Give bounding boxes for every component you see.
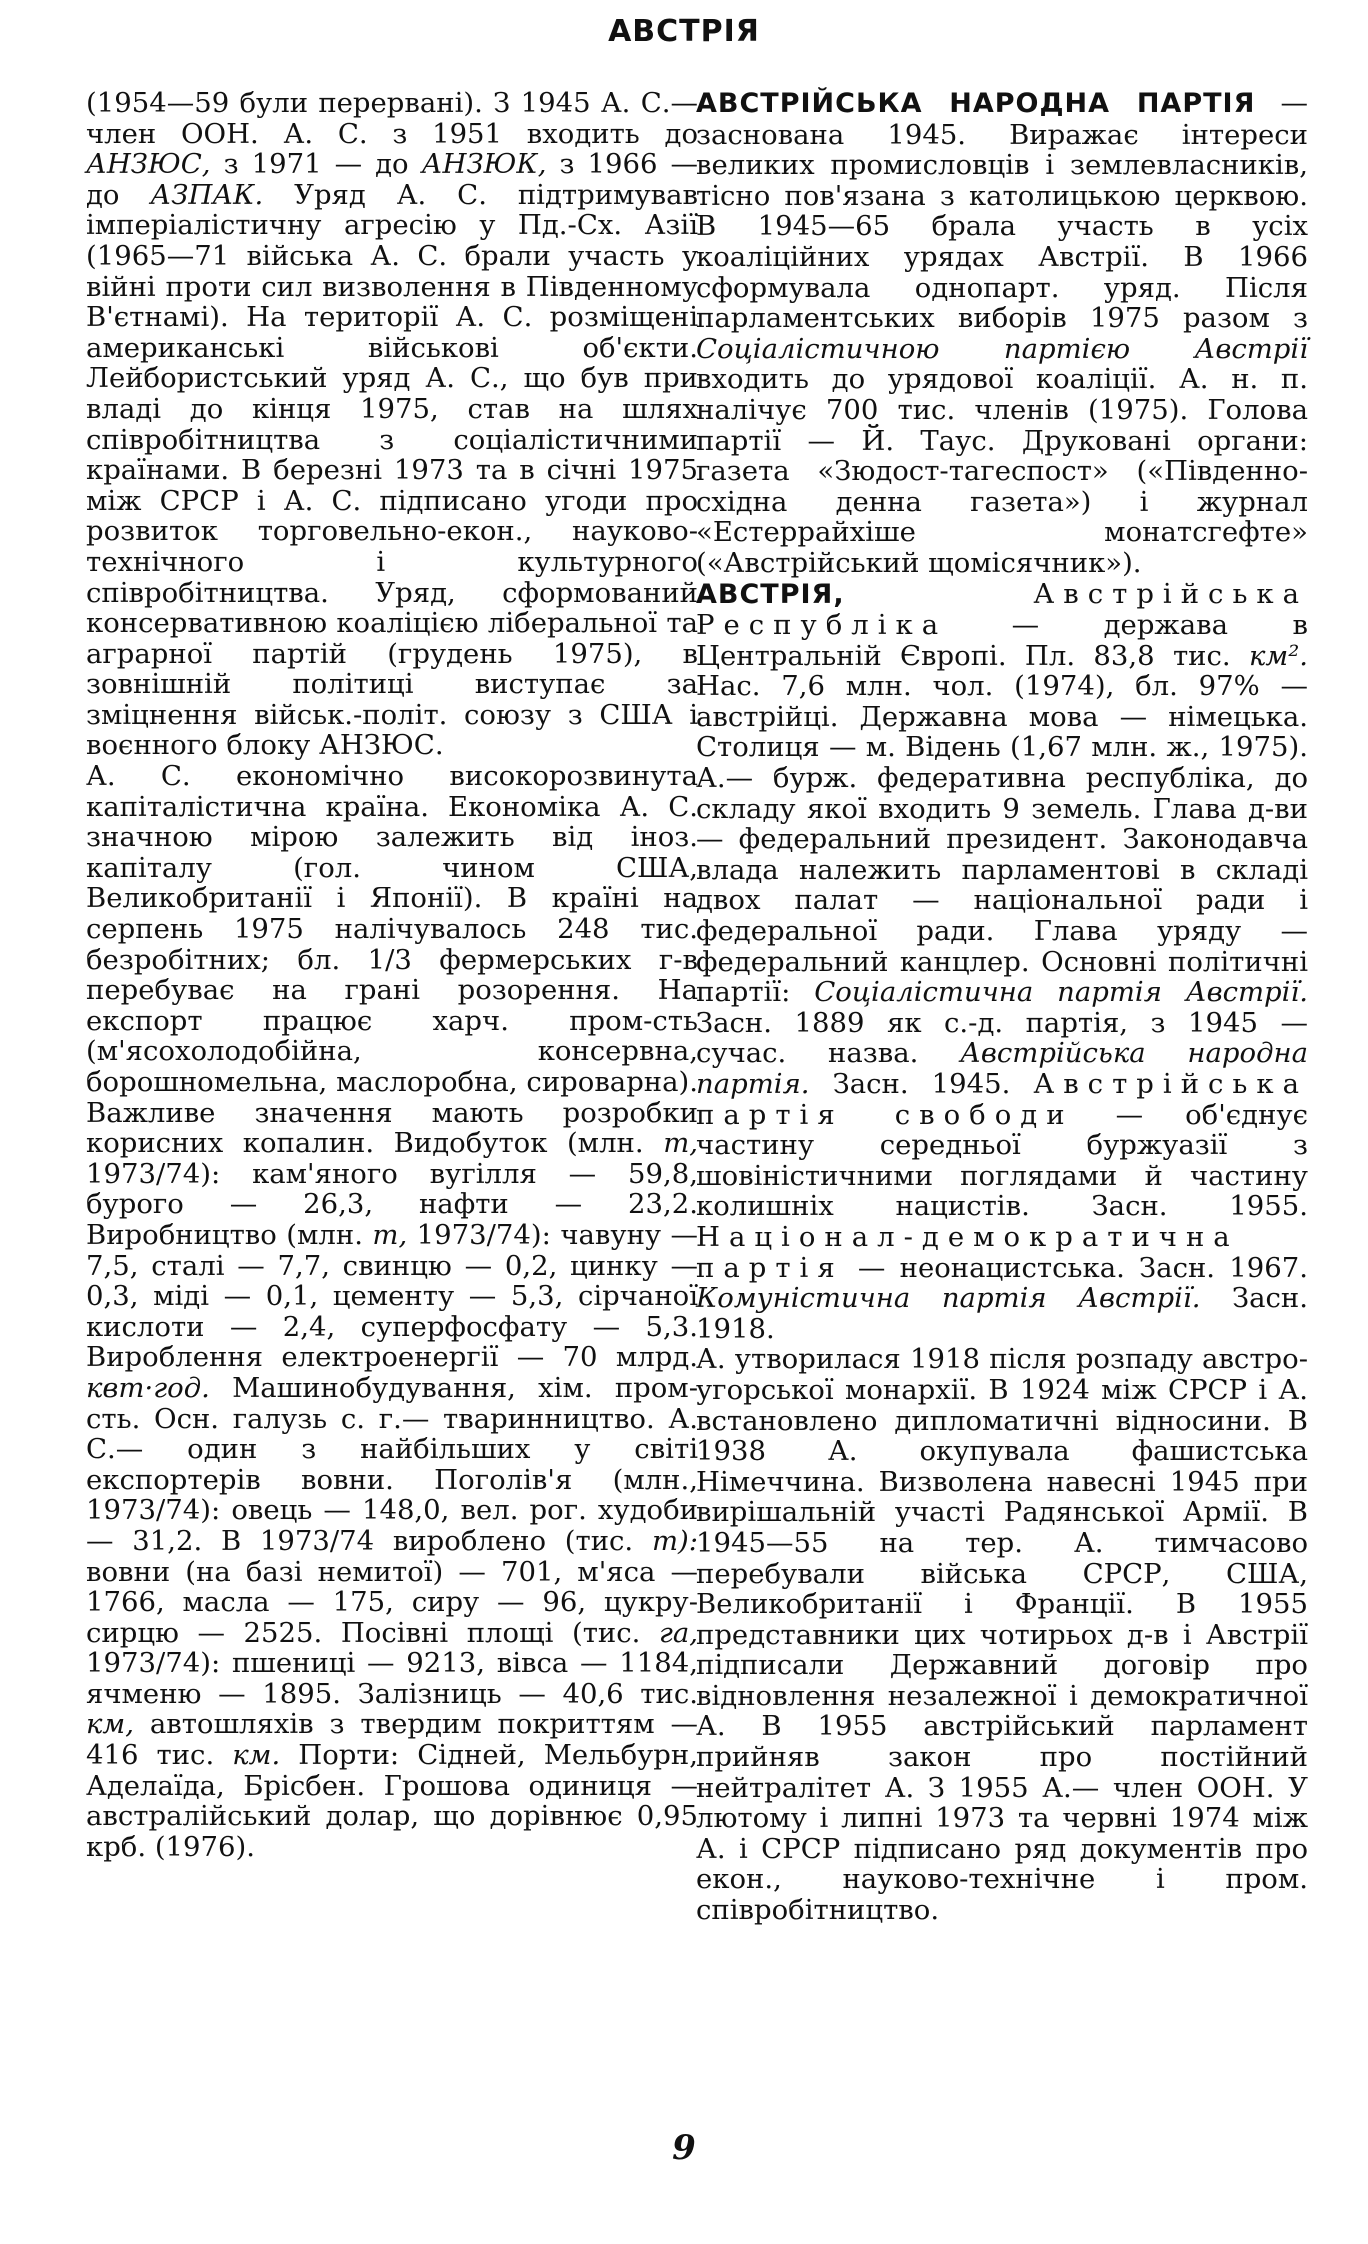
entry-headword: АВСТРІЯ, xyxy=(696,578,845,610)
page-number: 9 xyxy=(672,2128,696,2168)
entry-austrian-peoples-party: АВСТРІЙСЬКА НАРОДНА ПАРТІЯ — заснована 1945. Виражає інтереси великих промисловців і землевласників, тісно пов'язана з католицькою церквою. В 1945—65 брала участь в усіх коаліційних урядах Австрії. В 1966 сформувала однопарт. уряд. Після парламентських виборів 1975 разом з Соціалістичною партією Австрії входить до урядової коаліції. А. н. п. налічує 700 тис. членів (1975). Голова партії — Й. Таус. Друковані органи: газета «Зюдост-тагеспост» («Південно-східна денна газета») і журнал «Естеррайхіше монатсгефте» («Австрійський щомісячник»). xyxy=(696,87,1308,579)
entry-austria: АВСТРІЯ, Австрійська Республіка — держава в Центральній Європі. Пл. 83,8 тис. км². Нас. 7,6 млн. чол. (1974), бл. 97% — австрійці. Державна мова — німецька. Столиця — м. Відень (1,67 млн. ж., 1975). А.— бурж. федеративна республіка, до складу якої входить 9 земель. Глава д-ви — федеральний президент. Законодавча влада належить парламентові в складі двох палат — національної ради і федеральної ради. Глава уряду — федеральний канцлер. Основні політичні партії: Соціалістична партія Австрії. Засн. 1889 як с.-д. партія, з 1945 — сучас. назва. Австрійська народна партія. Засн. 1945. Австрійська партія свободи — об'єднує частину середньої буржуазії з шовіністичними поглядами й частину колишніх нацистів. Засн. 1955. Націонал-демократична партія — неонацистська. Засн. 1967. Комуністична партія Австрії. Засн. 1918. xyxy=(696,577,1309,1345)
paragraph-history: А. утворилася 1918 після розпаду австро-угорської монархії. В 1924 між СРСР і А. встановлено дипломатичні відносини. В 1938 А. окупувала фашистська Німеччина. Визволена навесні 1945 при вирішальній участі Радянської Армії. В 1945—55 на тер. А. тимчасово перебували війська СРСР, США, Великобританії і Франції. В 1955 представники цих чотирьох д-в і Австрії підписали Державний договір про відновлення незалежної і демократичної А. В 1955 австрійський парламент прийняв закон про постійний нейтралітет А. З 1955 А.— член ООН. У лютому і липні 1973 та червні 1974 між А. і СРСР підписано ряд документів про екон., науково-технічне і пром. співробітництво. xyxy=(696,1343,1308,1927)
paragraph-foreign-policy: (1954—59 були перервані). З 1945 А. С.— член ООН. А. С. з 1951 входить до АНЗЮС, з 1971 — до АНЗЮК, з 1966 — до АЗПАК. Уряд А. С. підтримував імперіалістичну агресію у Пд.-Сх. Азії (1965—71 війська А. С. брали участь у війні проти сил визволення в Південному В'єтнамі). На території А. С. розміщені американські військові об'єкти. Лейбористський уряд А. С., що був при владі до кінця 1975, став на шлях співробітництва з соціалістичними країнами. В березні 1973 та в січні 1975 між СРСР і А. С. підписано угоди про розвиток торговельно-екон., науково-технічного і культурного співробітництва. Уряд, сформований консервативною коаліцією ліберальної та аграрної партій (грудень 1975), в зовнішній політиці виступає за зміцнення військ.-політ. союзу з США і воєнного блоку АНЗЮС. xyxy=(86,87,699,762)
running-header: АВСТРІЯ xyxy=(608,14,760,49)
entry-headword: АВСТРІЙСЬКА НАРОДНА ПАРТІЯ xyxy=(696,88,1256,119)
left-column xyxy=(86,88,698,1862)
paragraph-economy: А. С. економічно високорозвинута капіталістична країна. Економіка А. С. значною мірою залежить від іноз. капіталу (гол. чином США, Великобританії і Японії). В країні на серпень 1975 налічувалось 248 тис. безробітних; бл. 1/3 фермерських г-в перебуває на грані розорення. На експорт працює харч. пром-сть (м'ясохолодобійна, консервна, борошномельна, маслоробна, сироварна). Важливе значення мають розробки корисних копалин. Видобуток (млн. т, 1973/74): кам'яного вугілля — 59,8, бурого — 26,3, нафти — 23,2. Виробництво (млн. т, 1973/74): чавуну — 7,5, сталі — 7,7, свинцю — 0,2, цинку — 0,3, міді — 0,1, цементу — 5,3, сірчаної кислоти — 2,4, суперфосфату — 5,3. Вироблення електроенергії — 70 млрд. квт·год. Машинобудування, хім. пром-сть. Осн. галузь с. г.— тваринництво. А. С.— один з найбільших у світі експортерів вовни. Поголів'я (млн., 1973/74): овець — 148,0, вел. рог. худоби — 31,2. В 1973/74 вироблено (тис. т): вовни (на базі немитої) — 701, м'яса — 1766, масла — 175, сиру — 96, цукру-сирцю — 2525. Посівні площі (тис. га, 1973/74): пшениці — 9213, вівса — 1184, ячменю — 1895. Залізниць — 40,6 тис. км, автошляхів з твердим покриттям — 416 тис. км. Порти: Сідней, Мельбурн, Аделаїда, Брісбен. Грошова одиниця — австралійський долар, що дорівнює 0,95 крб. (1976). xyxy=(86,760,699,1863)
right-column xyxy=(696,88,1308,1926)
